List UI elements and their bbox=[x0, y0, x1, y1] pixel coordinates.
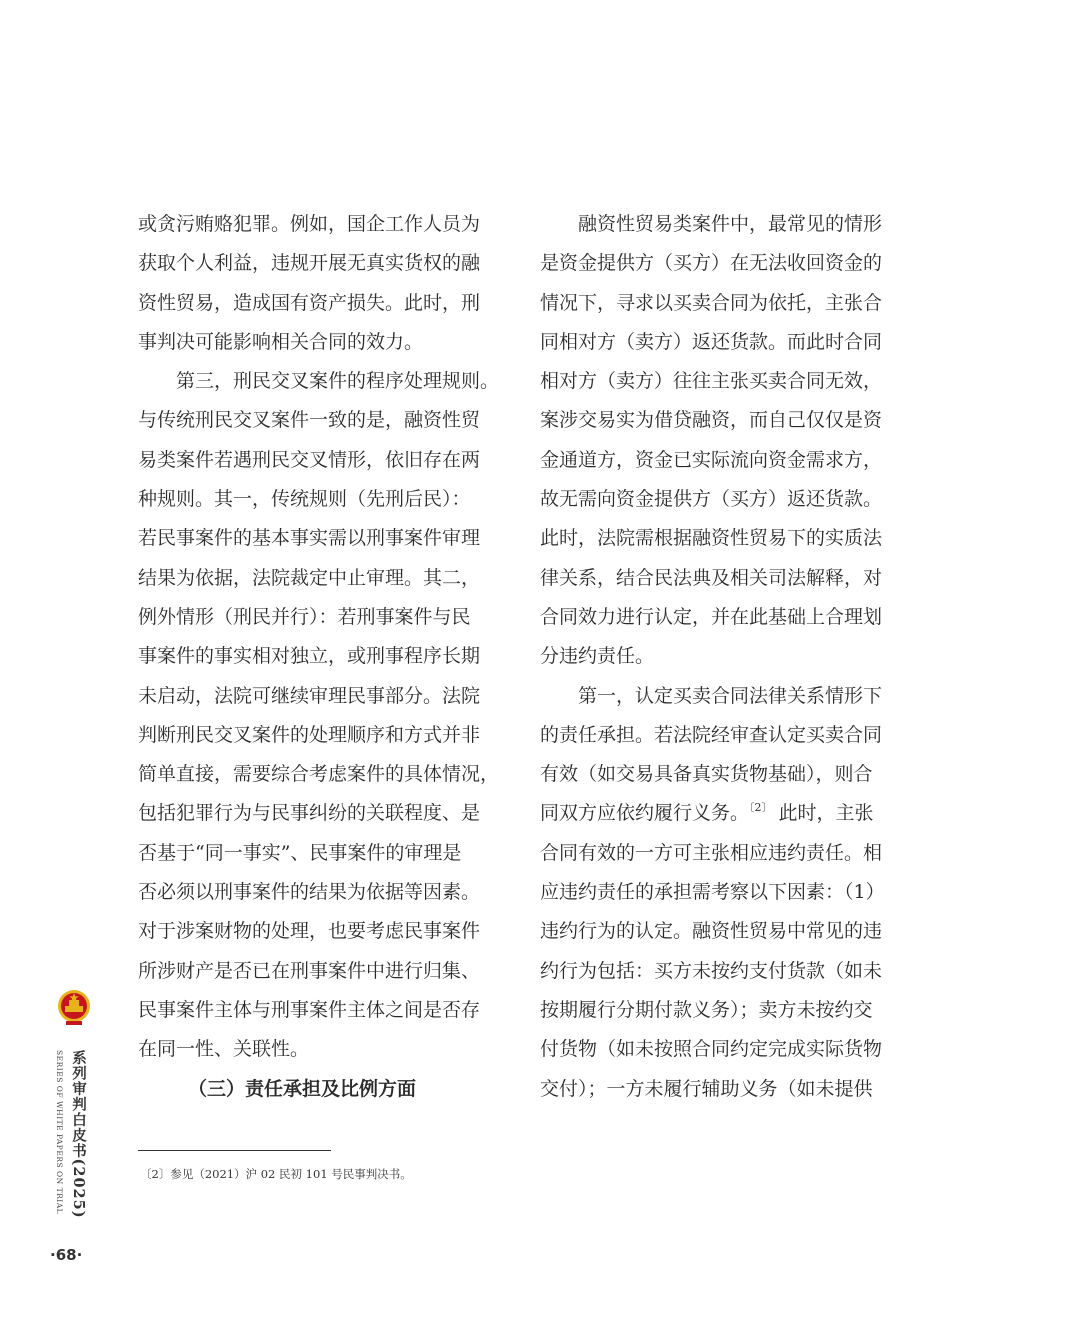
footnote-reference: 〔2〕 bbox=[749, 801, 773, 815]
text-line: 所涉财产是否已在刑事案件中进行归集、 bbox=[138, 959, 481, 982]
text-line: 否必须以刑事案件的结果为依据等因素。 bbox=[138, 881, 481, 904]
text-line: 合同效力进行认定，并在此基础上合理划 bbox=[540, 605, 883, 628]
text-line: 在同一性、关联性。 bbox=[138, 1038, 310, 1061]
text-line: 结果为依据，法院裁定中止审理。其二， bbox=[138, 566, 481, 589]
text-line: 简单直接，需要综合考虑案件的具体情况， bbox=[138, 763, 500, 786]
text-line: 约行为包括：买方未按约支付货款（如未 bbox=[540, 959, 883, 982]
text-fragment: 此时，主张 bbox=[772, 802, 874, 825]
national-emblem-icon bbox=[56, 988, 92, 1026]
text-line: 案涉交易实为借贷融资，而自己仅仅是资 bbox=[540, 409, 883, 432]
text-line: 同相对方（卖方）返还货款。而此时合同 bbox=[540, 330, 883, 353]
left-column bbox=[138, 205, 500, 1109]
text-line: 对于涉案财物的处理，也要考虑民事案件 bbox=[138, 920, 481, 943]
text-line: 融资性贸易类案件中，最常见的情形 bbox=[540, 213, 883, 235]
text-line: 合同有效的一方可主张相应违约责任。相 bbox=[540, 841, 883, 864]
text-line: 与传统刑民交叉案件一致的是，融资性贸 bbox=[138, 409, 481, 432]
text-line: 未启动，法院可继续审理民事部分。法院 bbox=[138, 684, 481, 707]
text-line: 事判决可能影响相关合同的效力。 bbox=[138, 330, 424, 353]
text-line: 否基于“同一事实”、民事案件的审理是 bbox=[138, 841, 462, 864]
text-line: 情况下，寻求以买卖合同为依托，主张合 bbox=[540, 291, 883, 314]
page-number: ·68· bbox=[50, 1246, 83, 1264]
text-line: 违约行为的认定。融资性贸易中常见的违 bbox=[540, 920, 883, 943]
text-line: 应违约责任的承担需考察以下因素：（1） bbox=[540, 881, 885, 904]
text-line-with-footnote bbox=[540, 794, 902, 833]
footnote: 〔2〕参见（2021）沪 02 民初 101 号民事判决书。 bbox=[140, 1167, 412, 1181]
text-line: 按期履行分期付款义务）；卖方未按约交 bbox=[540, 998, 873, 1021]
text-line: 有效（如交易具备真实货物基础），则合 bbox=[540, 763, 873, 786]
text-line: 易类案件若遇刑民交叉情形，依旧存在两 bbox=[138, 448, 481, 471]
series-subtitle: SERIES OF WHITE PAPERS ON TRIAL bbox=[55, 1050, 64, 1215]
text-line: 付货物（如未按照合同约定完成实际货物 bbox=[540, 1038, 883, 1061]
text-line: 若民事案件的基本事实需以刑事案件审理 bbox=[138, 527, 481, 550]
text-line: 分违约责任。 bbox=[540, 645, 655, 668]
text-fragment: 同双方应依约履行义务。 bbox=[540, 802, 750, 825]
text-line: 或贪污贿赂犯罪。例如，国企工作人员为 bbox=[138, 213, 481, 235]
text-line: 故无需向资金提供方（买方）返还货款。 bbox=[540, 488, 883, 511]
text-line: 种规则。其一，传统规则（先刑后民）： bbox=[138, 488, 471, 511]
text-line: 金通道方，资金已实际流向资金需求方， bbox=[540, 448, 883, 471]
text-line: 民事案件主体与刑事案件主体之间是否存 bbox=[138, 998, 481, 1021]
text-line: 相对方（卖方）往往主张买卖合同无效， bbox=[540, 370, 883, 393]
text-line: 获取个人利益，违规开展无真实货权的融 bbox=[138, 252, 481, 275]
text-line: 资性贸易，造成国有资产损失。此时，刑 bbox=[138, 291, 481, 314]
footnote-divider bbox=[138, 1150, 331, 1151]
text-line: 事案件的事实相对独立，或刑事程序长期 bbox=[138, 645, 481, 668]
text-line: 判断刑民交叉案件的处理顺序和方式并非 bbox=[138, 723, 481, 746]
text-line: 是资金提供方（买方）在无法收回资金的 bbox=[540, 252, 883, 275]
series-title: 系列审判白皮书(2025) bbox=[70, 1050, 87, 1219]
right-column bbox=[540, 205, 902, 1109]
text-line: 第三，刑民交叉案件的程序处理规则。 bbox=[138, 370, 500, 393]
text-line: 第一，认定买卖合同法律关系情形下 bbox=[540, 684, 883, 707]
text-line: 此时，法院需根据融资性贸易下的实质法 bbox=[540, 527, 883, 550]
text-line: 例外情形（刑民并行）：若刑事案件与民 bbox=[138, 605, 471, 628]
section-heading: （三）责任承担及比例方面 bbox=[188, 1077, 417, 1100]
text-line: 交付）；一方未履行辅助义务（如未提供 bbox=[540, 1077, 873, 1100]
text-line: 律关系，结合民法典及相关司法解释，对 bbox=[540, 566, 883, 589]
text-line: 包括犯罪行为与民事纠纷的关联程度、是 bbox=[138, 802, 481, 825]
text-line: 的责任承担。若法院经审查认定买卖合同 bbox=[540, 723, 883, 746]
